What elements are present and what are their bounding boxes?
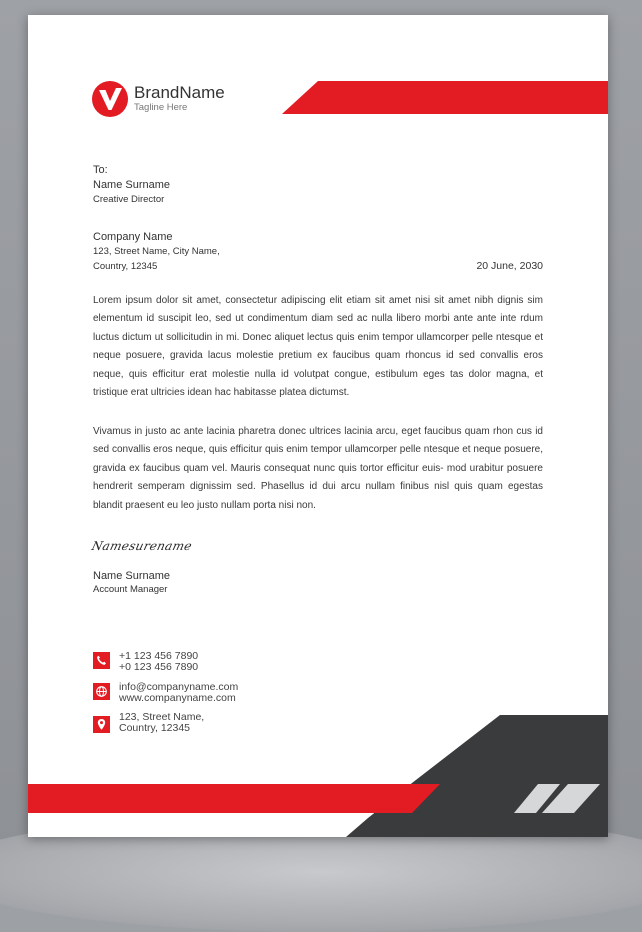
company-address-line2: Country, 12345 <box>93 261 158 272</box>
footer-dark-shape <box>346 715 608 837</box>
letter-date: 20 June, 2030 <box>476 260 543 272</box>
website-text: www.companyname.com <box>119 692 236 704</box>
letterhead-page <box>28 15 608 837</box>
globe-icon <box>93 683 110 700</box>
brand-name: BrandName <box>134 83 225 102</box>
brand-tagline: Tagline Here <box>134 102 188 113</box>
phone-icon <box>93 652 110 669</box>
v-logo-icon <box>92 81 128 117</box>
signatory-title: Account Manager <box>93 584 168 595</box>
recipient-title: Creative Director <box>93 194 165 205</box>
signature-script: Namesurename <box>90 539 194 553</box>
email-text: info@companyname.com <box>119 681 239 693</box>
company-address-line1: 123, Street Name, City Name, <box>93 246 220 257</box>
body-paragraph-2: Vivamus in justo ac ante lacinia pharetra donec ultrices lacinia arcu, eget faucibus quam rhon cus id sed convallis eros neque, quis efficitur quis enim tempor ullamcorper pelle ntesque et neque posuere, gravida ex faucibus quam vel. Mauris consequat nunc quis tortor efficitur euis- mod urabitur posuere hendrerit semperam dignissim sed. Phasellus id dui arcu nullam finibus nisl quis quam egestas blandit praesent eu leo justo nullam porta nisi non. <box>93 426 543 511</box>
footer-red-band <box>28 784 440 813</box>
body-paragraph-1: Lorem ipsum dolor sit amet, consectetur adipiscing elit etiam sit amet nisi sit amet nibh dignis sim elementum id suscipit leo, sed ut condimentum diam sed ac nulla libero morbi ante ante inte rdum luctus dictum ut sollicitudin in mi. Donec aliquet lectus quis enim tempor ullamcorper pelle ntesque et neque posuere, gravida lacus molestie pretium ex faucibus quam rhoncus id sed convallis eros neque, quis efficitur erat molestie nulla id volutpat congue, estibulum eges tas dolor magna, et tristique erat ultricies idean hac habitasse platea dictumst. <box>93 295 543 399</box>
recipient-to-label: To: <box>93 164 108 176</box>
address-line-1: 123, Street Name, <box>119 711 205 723</box>
signatory-name: Name Surname <box>93 570 171 582</box>
phone-line-1: +1 123 456 7890 <box>119 650 199 662</box>
company-name: Company Name <box>93 231 173 243</box>
address-line-2: Country, 12345 <box>119 722 191 734</box>
footer-decoration <box>28 715 608 837</box>
recipient-name: Name Surname <box>93 179 171 191</box>
phone-line-2: +0 123 456 7890 <box>119 661 199 673</box>
header-red-band <box>282 81 608 114</box>
